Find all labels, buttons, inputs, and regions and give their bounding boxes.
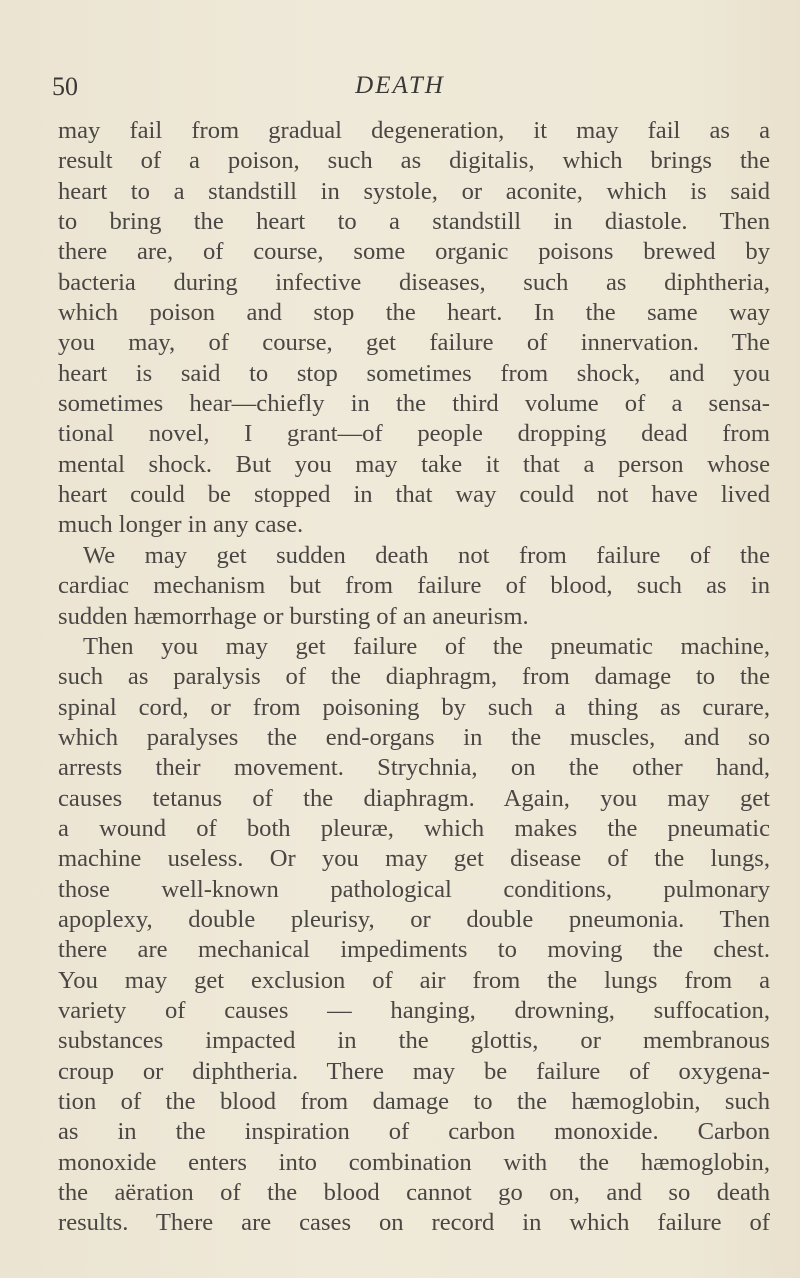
text-line: heart could be stopped in that way could not have lived [58,481,770,509]
body-text [58,116,770,1239]
text-line: sometimes hear—chiefly in the third volume of a sensa- [58,390,770,418]
text-line: machine useless. Or you may get disease of the lungs, [58,845,770,873]
text-line: arrests their movement. Strychnia, on the other hand, [58,754,770,782]
text-line: croup or diphtheria. There may be failure of oxygena- [58,1057,770,1085]
text-line: there are mechanical impediments to moving the chest. [58,936,770,964]
text-line: such as paralysis of the diaphragm, from damage to the [58,663,770,691]
text-line: variety of causes — hanging, drowning, suffocation, [58,996,770,1024]
text-line: cardiac mechanism but from failure of blood, such as in [58,572,770,600]
text-line: bacteria during infective diseases, such as diphtheria, [58,268,770,296]
text-line: We may get sudden death not from failure of the [83,541,770,569]
text-line: monoxide enters into combination with the hæmoglobin, [58,1148,770,1176]
text-line: tional novel, I grant—of people dropping dead from [58,420,770,448]
text-line: You may get exclusion of air from the lungs from a [58,966,770,994]
text-line: apoplexy, double pleurisy, or double pneumonia. Then [58,905,770,933]
text-line: result of a poison, such as digitalis, which brings the [58,147,770,175]
text-line: heart to a standstill in systole, or aconite, which is said [58,177,770,205]
text-line: a wound of both pleuræ, which makes the pneumatic [58,814,770,842]
text-line: there are, of course, some organic poisons brewed by [58,238,770,266]
text-line: which poison and stop the heart. In the same way [58,299,770,327]
text-line: to bring the heart to a standstill in diastole. Then [58,208,770,236]
text-line: much longer in any case. [58,511,304,539]
text-line: tion of the blood from damage to the hæmoglobin, such [58,1088,770,1115]
page-header [0,72,800,112]
text-line: the aëration of the blood cannot go on, and so death [58,1179,770,1207]
text-line: those well-known pathological conditions, pulmonary [58,875,770,903]
page-number: 50 [52,72,78,101]
text-line: Then you may get failure of the pneumatic machine, [83,632,770,660]
text-line: you may, of course, get failure of innervation. The [58,329,770,357]
text-line: heart is said to stop sometimes from shock, and you [58,359,770,387]
text-line: as in the inspiration of carbon monoxide. Carbon [58,1118,770,1146]
text-line: spinal cord, or from poisoning by such a thing as curare, [58,693,770,721]
text-line: results. There are cases on record in which failure of [58,1209,770,1237]
text-line: may fail from gradual degeneration, it may fail as a [58,117,770,144]
text-line: causes tetanus of the diaphragm. Again, you may get [58,784,770,812]
text-line: substances impacted in the glottis, or membranous [58,1027,770,1055]
text-line: which paralyses the end-organs in the muscles, and so [58,723,770,751]
text-line: sudden hæmorrhage or bursting of an aneurism. [58,602,529,630]
running-title: DEATH [355,72,445,99]
text-line: mental shock. But you may take it that a person whose [58,450,770,478]
